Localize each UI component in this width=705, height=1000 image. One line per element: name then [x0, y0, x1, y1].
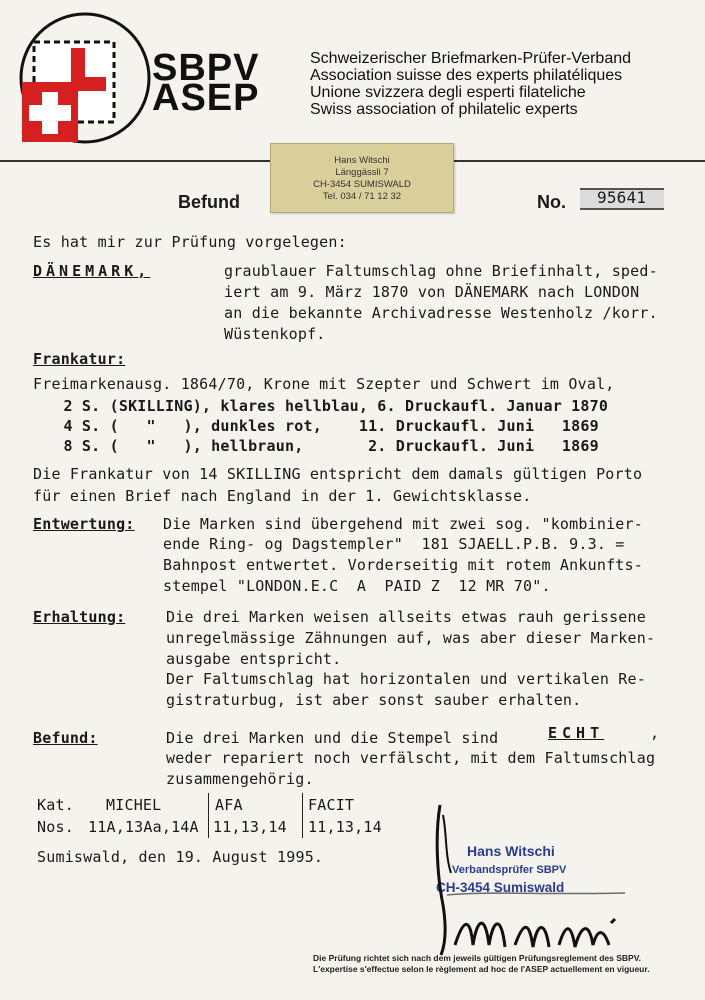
label-city: CH-3454 SUMISWALD	[313, 179, 411, 190]
assoc-it: Unione svizzera degli esperti filateliche	[310, 84, 586, 101]
frankatur-line: 8 S. ( " ), hellbraun, 2. Druckaufl. Juni 1869	[45, 437, 599, 455]
frankatur-line: Die Frankatur von 14 SKILLING entspricht dem damals gültigen Porto	[33, 465, 643, 483]
erhaltung-line: gistraturbug, ist aber sonst sauber erhalten.	[166, 691, 582, 709]
erhaltung-label: Erhaltung:	[33, 608, 126, 626]
erhaltung-line: Der Faltumschlag hat horizontalen und vertikalen Re-	[166, 670, 646, 688]
certificate-number: 95641	[597, 188, 647, 207]
befund-title: Befund	[178, 192, 240, 212]
footer-line-de: Die Prüfung richtet sich nach dem jeweils gültigen Prüfungsreglement des SBPV.	[313, 953, 641, 963]
erhaltung-line: ausgabe entspricht.	[166, 650, 342, 668]
entwertung-line: Die Marken sind übergehend mit zwei sog. "kombinier-	[163, 515, 643, 533]
entwertung-line: stempel "LONDON.E.C A PAID Z 12 MR 70".	[163, 577, 551, 595]
stamp-city: CH-3454 Sumiswald	[436, 880, 565, 895]
brand-sbpv: SBPV	[152, 47, 260, 89]
befund-comma: ,	[650, 724, 660, 742]
desc-line: graublauer Faltumschlag ohne Briefinhalt, sped-	[224, 262, 658, 280]
handwritten-signature	[425, 795, 635, 965]
facit-nos: 11,13,14	[308, 818, 382, 836]
michel-header: MICHEL	[106, 796, 162, 814]
erhaltung-line: unregelmässige Zähnungen auf, was aber dieser Marken-	[166, 629, 656, 647]
frankatur-line: 4 S. ( " ), dunkles rot, 11. Druckaufl. Juni 1869	[45, 417, 599, 435]
befund-line: weder repariert noch verfälscht, mit dem Faltumschlag	[166, 749, 656, 767]
footer-line-fr: L'expertise s'effectue selon le règlement ad hoc de l'ASEP actuellement en vigueur.	[313, 964, 650, 974]
afa-nos: 11,13,14	[213, 818, 287, 836]
befund-label: Befund:	[33, 729, 98, 747]
label-name: Hans Witschi	[334, 155, 390, 166]
echt-verdict: ECHT	[548, 724, 605, 742]
desc-line: Wüstenkopf.	[224, 325, 326, 343]
brand-asep: ASEP	[152, 77, 260, 119]
michel-nos: 11A,13Aa,14A	[88, 818, 199, 836]
frankatur-line: 2 S. (SKILLING), klares hellblau, 6. Druckaufl. Januar 1870	[45, 397, 609, 415]
country-name: DÄNEMARK,	[33, 262, 151, 280]
address-label	[270, 143, 454, 213]
frankatur-line: für einen Brief nach England in der 1. Gewichtsklasse.	[33, 487, 532, 505]
entwertung-line: Bahnpost entwertet. Vorderseitig mit rotem Ankunfts-	[163, 556, 643, 574]
frankatur-line: Freimarkenausg. 1864/70, Krone mit Szepter und Schwert im Oval,	[33, 375, 615, 393]
no-label: No.	[537, 192, 566, 212]
facit-header: FACIT	[308, 796, 355, 814]
desc-line: iert am 9. März 1870 von DÄNEMARK nach LONDON	[224, 283, 640, 301]
befund-line: Die drei Marken und die Stempel sind	[166, 729, 499, 747]
assoc-de: Schweizerischer Briefmarken-Prüfer-Verband	[310, 50, 632, 67]
label-street: Länggässli 7	[335, 167, 389, 178]
kat-label: Kat.	[37, 796, 74, 814]
intro-text: Es hat mir zur Prüfung vorgelegen:	[33, 233, 347, 251]
assoc-en: Swiss association of philatelic experts	[310, 101, 578, 118]
stamp-title: Verbandsprüfer SBPV	[452, 864, 567, 876]
table-divider	[208, 793, 209, 838]
entwertung-label: Entwertung:	[33, 515, 135, 533]
erhaltung-line: Die drei Marken weisen allseits etwas rauh gerissene	[166, 608, 646, 626]
desc-line: an die bekannte Archivadresse Westenholz /korr.	[224, 304, 658, 322]
nos-label: Nos.	[37, 818, 74, 836]
frankatur-label: Frankatur:	[33, 350, 126, 368]
stamp-name: Hans Witschi	[467, 843, 555, 859]
entwertung-line: ende Ring- og Dagstempler" 181 SJAELL.P.B. 9.3. =	[163, 535, 625, 553]
afa-header: AFA	[215, 796, 243, 814]
sbpv-logo	[18, 8, 153, 148]
label-tel: Tel. 034 / 71 12 32	[322, 191, 402, 202]
assoc-fr: Association suisse des experts philatéliques	[310, 67, 623, 84]
place-date: Sumiswald, den 19. August 1995.	[37, 848, 324, 866]
befund-line: zusammengehörig.	[166, 770, 314, 788]
table-divider	[302, 793, 303, 838]
